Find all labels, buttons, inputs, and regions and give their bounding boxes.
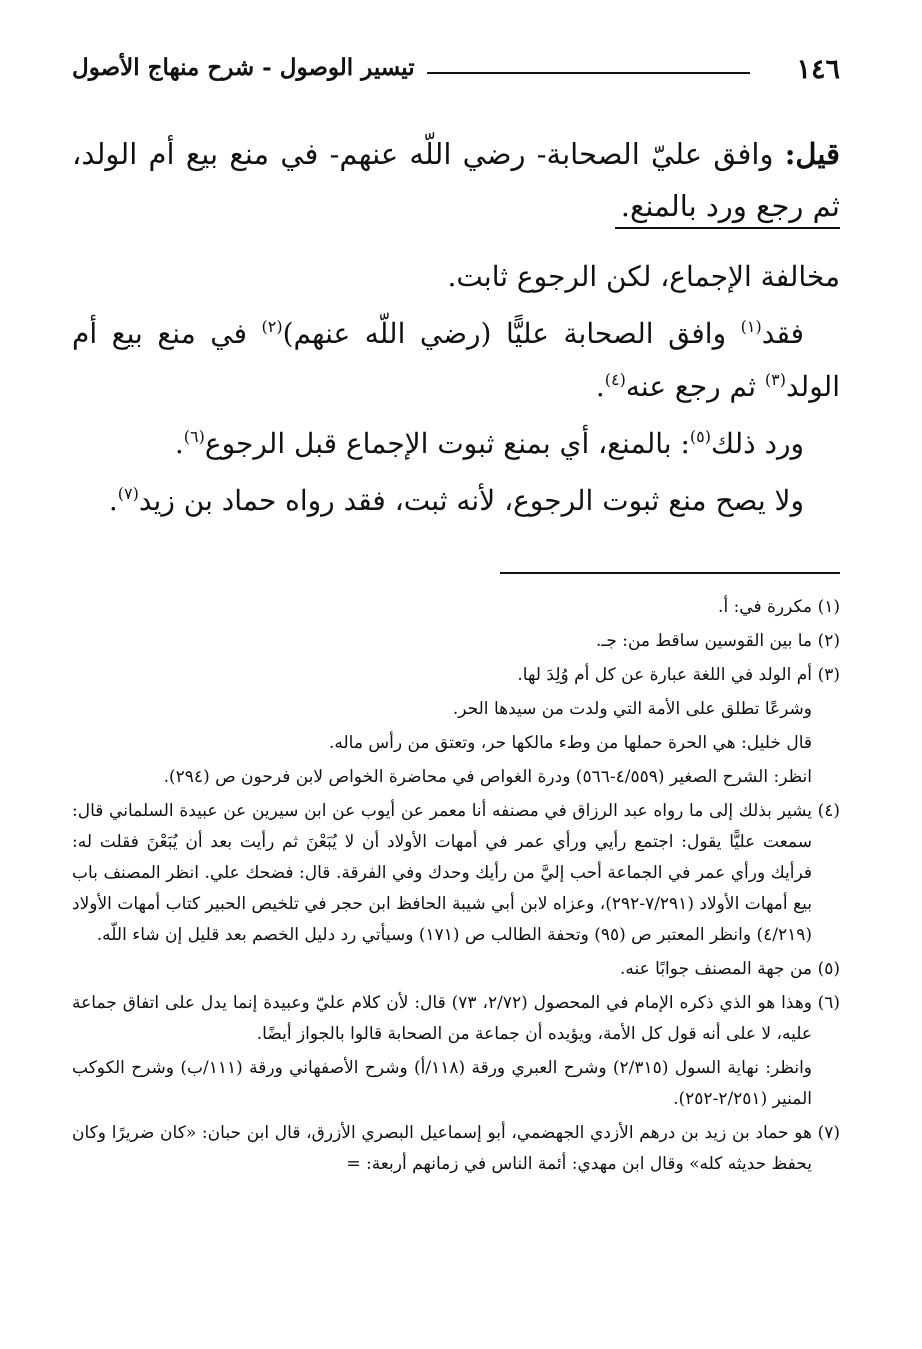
footnote-text: أم الولد في اللغة عبارة عن كل أم وُلِدَ لها. bbox=[517, 665, 812, 685]
footnote-text: وهذا هو الذي ذكره الإمام في المحصول (٢/٧٢، ٧٣) قال: لأن كلام عليّ وعبيدة إنما يدل على اتفاق جماعة عليه، لا على أنه قول كل الأمة، ويؤيده أن جماعة من الصحابة قالوا بالجواز أيضًا. bbox=[72, 993, 813, 1044]
commentary-text: فقد bbox=[761, 317, 804, 350]
page-header bbox=[72, 50, 840, 90]
footnote-text: يشير بذلك إلى ما رواه عبد الرزاق في مصنفه أنا معمر عن أيوب عن ابن سيرين عن عبيدة السلماني قال: سمعت عليًّا يقول: اجتمع رأيي ورأي عمر في أمهات الأولاد أن لا يُبَعْنَ ثم رأيت بعد أن يُبَعْنَ فقلت له: فرأيك ورأي عمر في الجماعة أحب إليَّ من رأيك وحدك وفي الفرقة. قال: فضحك علي. انظر المصنف باب بيع أمهات الأولاد (٧/٢٩١-٢٩٢)، وعزاه لابن أبي شيبة الحافظ ابن حجر في تلخيص الحبير كتاب أمهات الأولاد (٤/٢١٩) وانظر المعتبر ص (٩٥) وتحفة الطالب ص (١٧١) وسيأتي رد دليل الخصم بعد قليل إن شاء اللّه. bbox=[72, 801, 813, 945]
footnote-text: ما بين القوسين ساقط من: جـ. bbox=[595, 631, 812, 651]
commentary-text: في منع بيع أم الولد bbox=[72, 317, 840, 403]
footnote-continuation bbox=[72, 762, 840, 793]
matn-underline bbox=[615, 227, 840, 229]
commentary-text: وافق الصحابة عليًّا (رضي اللّه عنهم) bbox=[282, 317, 741, 350]
footnote-marker: (١) bbox=[740, 317, 762, 336]
matn-lead: قيل: bbox=[784, 137, 840, 171]
footnote-marker: (٧) bbox=[117, 484, 139, 503]
footnote-number: (٣) bbox=[817, 665, 840, 685]
footnote-continuation bbox=[72, 694, 840, 725]
commentary-paragraph-3 bbox=[72, 417, 840, 470]
footnote bbox=[72, 796, 840, 951]
footnote-number: (٥) bbox=[817, 959, 840, 979]
matn-text bbox=[72, 128, 840, 232]
footnote-text: هو حماد بن زيد بن درهم الأزدي الجهضمي، أبو إسماعيل البصري الأزرق، قال ابن حبان: «كان ضريرًا وكان يحفظ حديثه كله» وقال ابن مهدي: أئمة الناس في زمانهم أربعة: = bbox=[72, 1123, 812, 1174]
footnote bbox=[72, 954, 840, 985]
footnote-text: وشرعًا تطلق على الأمة التي ولدت من سيدها الحر. bbox=[452, 699, 812, 719]
commentary-text: ثم رجع عنه bbox=[625, 370, 765, 403]
footnote bbox=[72, 592, 840, 623]
footnote-continuation bbox=[72, 728, 840, 759]
commentary-text: . bbox=[595, 370, 605, 403]
footnote-text: وانظر: نهاية السول (٢/٣١٥) وشرح العبري ورقة (١١٨/أ) وشرح الأصفهاني ورقة (١١١/ب) وشرح الكوكب المنير (٢/٢٥١-٢٥٢). bbox=[72, 1058, 812, 1109]
page-number: ١٤٦ bbox=[796, 54, 840, 85]
commentary-paragraph-1: مخالفة الإجماع، لكن الرجوع ثابت. bbox=[447, 260, 840, 293]
footnote-text: من جهة المصنف جوابًا عنه. bbox=[619, 959, 812, 979]
commentary bbox=[72, 250, 840, 531]
footnote-number: (٦) bbox=[817, 993, 841, 1013]
footnote-marker: (٦) bbox=[183, 427, 205, 446]
footnote bbox=[72, 988, 840, 1050]
commentary-paragraph-2 bbox=[72, 307, 840, 413]
footnote-number: (٢) bbox=[817, 631, 840, 651]
footnote-separator bbox=[500, 572, 840, 574]
footnotes bbox=[72, 592, 840, 1183]
running-title: تيسير الوصول - شرح منهاج الأصول bbox=[72, 54, 415, 81]
footnote-number: (١) bbox=[817, 597, 840, 617]
commentary-paragraph-4 bbox=[72, 474, 840, 527]
footnote-number: (٤) bbox=[817, 801, 840, 821]
header-rule bbox=[427, 72, 750, 74]
commentary-text: . bbox=[108, 484, 118, 517]
commentary-text: ورد ذلك bbox=[710, 427, 804, 460]
commentary-text: . bbox=[174, 427, 184, 460]
matn-body: وافق عليّ الصحابة- رضي اللّه عنهم- في منع بيع أم الولد، ثم رجع ورد بالمنع. bbox=[72, 137, 840, 223]
footnote bbox=[72, 660, 840, 691]
footnote-marker: (٢) bbox=[261, 317, 283, 336]
footnote-number: (٧) bbox=[817, 1123, 840, 1143]
footnote bbox=[72, 626, 840, 657]
footnote-text: قال خليل: هي الحرة حملها من وطء مالكها حر، وتعتق من رأس ماله. bbox=[328, 733, 812, 753]
commentary-text: ولا يصح منع ثبوت الرجوع، لأنه ثبت، فقد رواه حماد بن زيد bbox=[138, 484, 804, 517]
footnote-marker: (٣) bbox=[764, 370, 786, 389]
commentary-text: : بالمنع، أي بمنع ثبوت الإجماع قبل الرجوع bbox=[204, 427, 690, 460]
footnote-marker: (٤) bbox=[604, 370, 626, 389]
footnote-marker: (٥) bbox=[689, 427, 711, 446]
footnote-text: انظر: الشرح الصغير (٤/٥٥٩-٥٦٦) ودرة الغواص في محاضرة الخواص لابن فرحون ص (٢٩٤). bbox=[163, 767, 812, 787]
footnote-continuation bbox=[72, 1053, 840, 1115]
footnote bbox=[72, 1118, 840, 1180]
footnote-text: مكررة في: أ. bbox=[718, 597, 812, 617]
